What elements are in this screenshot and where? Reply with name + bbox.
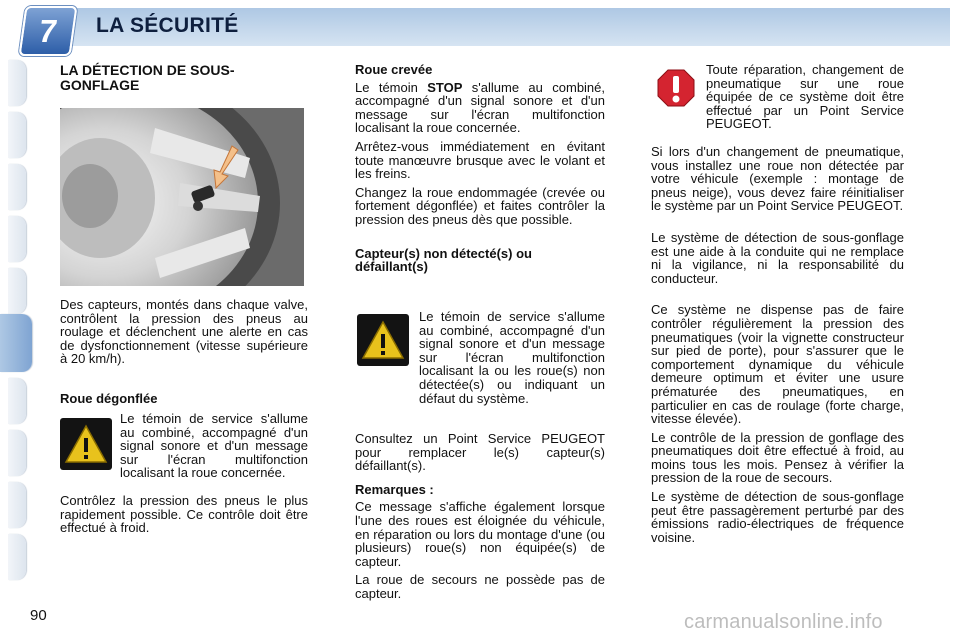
intro-paragraph: Des capteurs, montés dans chaque valve, contrôlent la pression des pneus au roulage et déclenchent une alerte en cas de dysfonctionnement (vitesse supérieure à 20 km/h).	[60, 297, 308, 367]
roue-crevee-p3: Changez la roue endommagée (crevée ou fortement dégonflée) et faites contrôler la pression des pneus dès que possible.	[355, 184, 605, 227]
remarques-title: Remarques :	[355, 481, 434, 497]
chapter-tab[interactable]	[8, 268, 26, 314]
consultez-block	[355, 432, 605, 606]
roue-degonflee-text2: Contrôlez la pression des pneus le plus rapidement possible. Ce contrôle doit être effectué à froid.	[60, 493, 308, 536]
remarques-p2: La roue de secours ne possède pas de capteur.	[355, 572, 605, 601]
chapter-tab[interactable]	[8, 430, 26, 476]
column-middle	[355, 63, 605, 274]
column-left-body	[60, 298, 308, 406]
col3-p4: Le contrôle de la pression de gonflage des pneumatiques doit être effectué à froid, au moins tous les mois. Pensez à vérifier la pression de la roue de secours.	[651, 429, 904, 486]
repair-block	[706, 63, 904, 136]
roue-degonflee-title: Roue dégonflée	[60, 390, 158, 406]
stop-label: STOP	[427, 79, 463, 95]
chapter-tab[interactable]	[8, 378, 26, 424]
roue-crevee-p1	[355, 81, 605, 135]
capteurs-block	[355, 310, 605, 410]
roue-degonflee-text: Le témoin de service s'allume au combiné, accompagné d'un signal sonore et d'un message sur l'écran multifonction localisant la roue concernée.	[120, 411, 308, 481]
repair-text: Toute réparation, changement de pneumatique sur une roue équipée de ce système doit être effectué par un Point Service PEUGEOT.	[706, 62, 904, 132]
capteurs-text: Le témoin de service s'allume au combiné, accompagné d'un signal sonore et d'un message sur l'écran multifonction localisant la ou les roue(s) non détectée(s) ou indiquant un défaut du système.	[419, 309, 605, 406]
roue-crevee-p2: Arrêtez-vous immédiatement en évitant toute manœuvre brusque avec le volant et les freins.	[355, 138, 605, 182]
service-warning-icon	[60, 418, 112, 470]
page-number: 90	[30, 607, 47, 624]
chapter-title: LA SÉCURITÉ	[96, 14, 239, 37]
chapter-tab[interactable]	[8, 482, 26, 528]
wheel-valve-photo	[60, 108, 304, 286]
chapter-tabs	[0, 60, 28, 580]
remarques-p1: Ce message s'affiche également lorsque l'une des roues est éloignée du véhicule, en réparation ou lors du montage d'une (ou plusieurs) roue(s) non équipée(s) de capteur.	[355, 499, 605, 569]
consultez-text: Consultez un Point Service PEUGEOT pour remplacer le(s) capteur(s) défaillant(s).	[355, 431, 605, 474]
roue-crevee-pre: Le témoin	[355, 79, 428, 95]
capteurs-title: Capteur(s) non détecté(s) ou défaillant(s)	[355, 245, 532, 275]
roue-degonflee-block	[120, 412, 308, 485]
column-left	[60, 63, 308, 93]
chapter-tab-active[interactable]	[0, 314, 32, 372]
chapter-tab[interactable]	[8, 112, 26, 158]
watermark: carmanualsonline.info	[684, 611, 883, 633]
roue-crevee-post: s'allume au combiné, accompagné d'un signal sonore et d'un message sur l'écran multifonction localisant la roue concernée.	[355, 79, 606, 136]
wheel-illustration	[60, 108, 304, 286]
roue-crevee-title: Roue crevée	[355, 62, 433, 77]
chapter-tab[interactable]	[8, 534, 26, 580]
chapter-tab[interactable]	[8, 164, 26, 210]
col3-p1: Si lors d'un changement de pneumatique, vous installez une roue non détectée par votre véhicule (exemple : montage de pneus neige), vous devez faire réinitialiser le système par un Point Service PEUGEOT.	[651, 144, 904, 214]
col3-p3: Ce système ne dispense pas de faire contrôler régulièrement la pression des pneumatiques (voir la vignette constructeur sur pied de porte), pour s'assurer que le comportement dynamique du véhicule demeure optimum et éviter une usure prématurée des pneumatiques, en particulier en cas de roulage (forte charge, vitesse élevée).	[651, 302, 904, 427]
chapter-tab[interactable]	[8, 216, 26, 262]
chapter-number-badge: 7	[18, 6, 77, 56]
section-title: LA DÉTECTION DE SOUS-GONFLAGE	[60, 62, 235, 93]
alert-icon	[656, 68, 696, 108]
chapter-tab[interactable]	[8, 60, 26, 106]
col3-p5: Le système de détection de sous-gonflage peut être passagèrement perturbé par des émissions radio-électriques de fréquence voisine.	[651, 489, 904, 545]
column-right	[651, 145, 904, 549]
roue-degonflee-footer	[60, 494, 308, 540]
col3-p2: Le système de détection de sous-gonflage est une aide à la conduite qui ne remplace ni la vigilance, ni la responsabilité du conducteur.	[651, 229, 904, 286]
